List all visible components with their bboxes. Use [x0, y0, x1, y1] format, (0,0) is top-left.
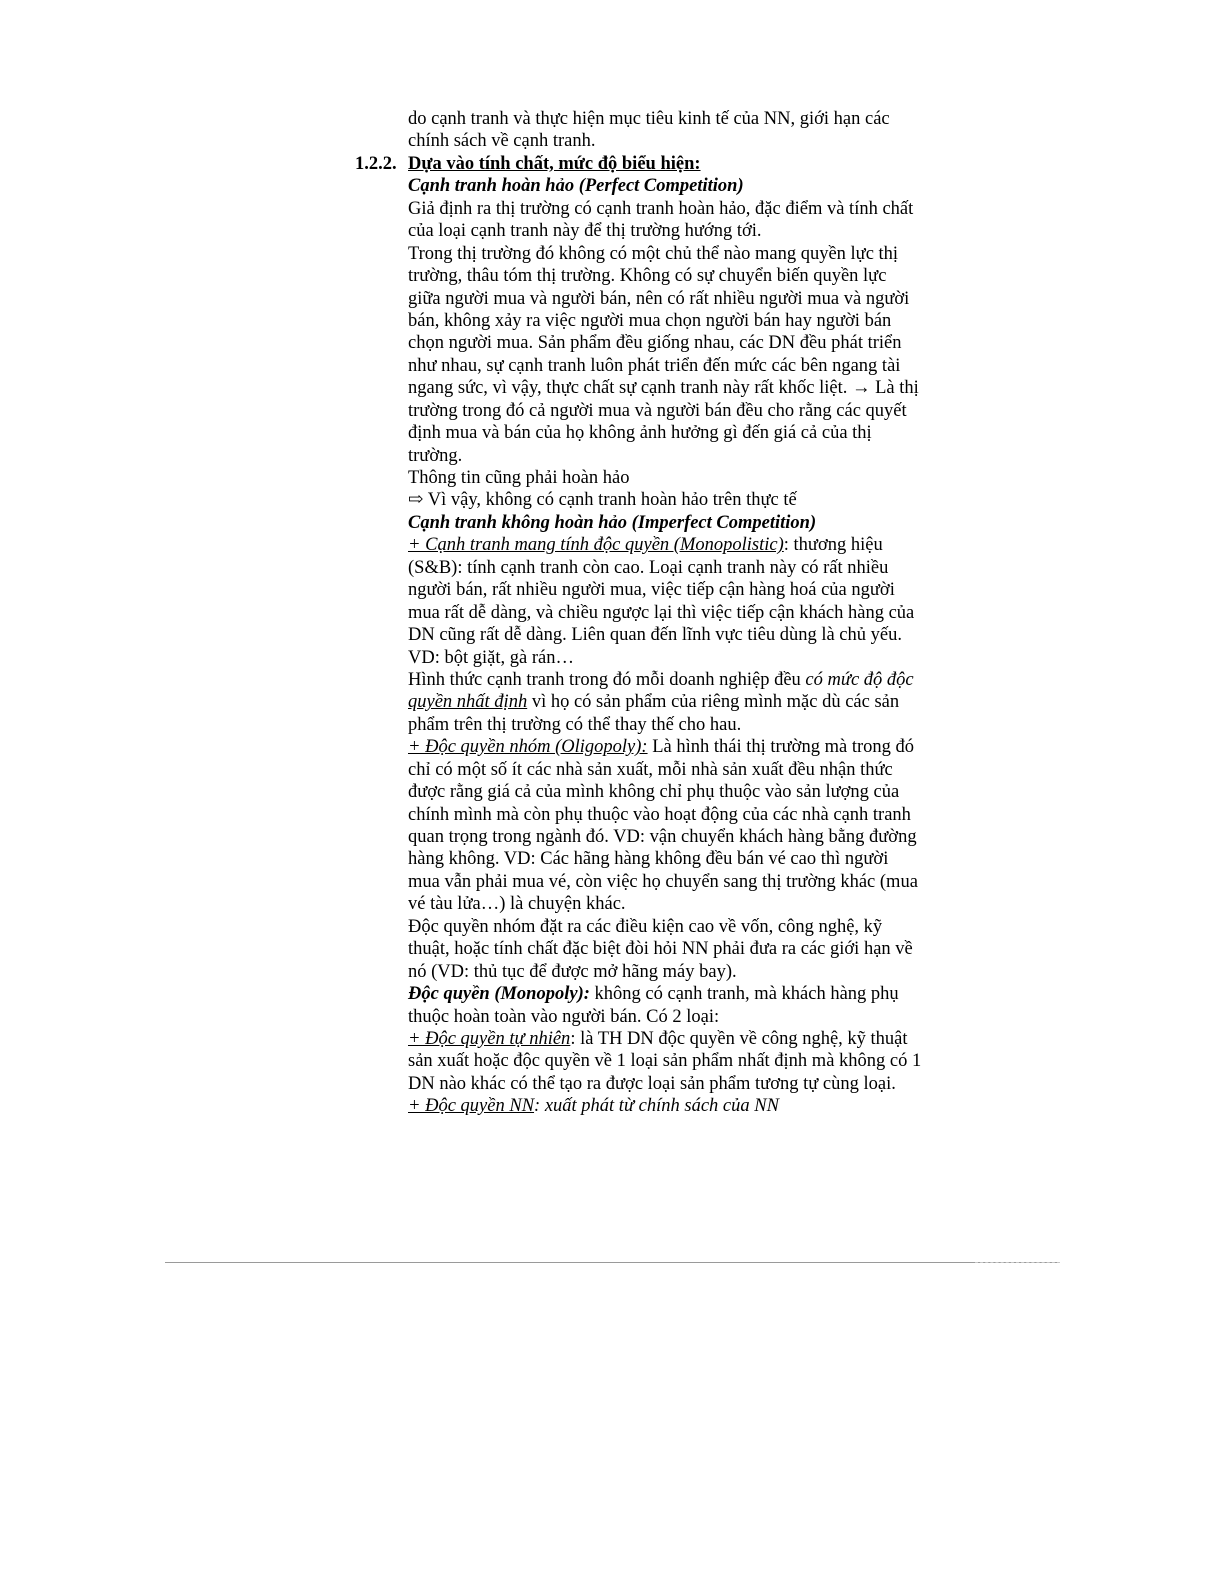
text-run: : là TH DN độc quyền về công nghệ, kỹ thuật: [570, 1028, 908, 1049]
term-monopoly: Độc quyền (Monopoly):: [408, 984, 590, 1005]
text-line: Thông tin cũng phải hoàn hảo: [408, 468, 630, 488]
text-line: ngang sức, vì vậy, thực chất sự cạnh tranh này rất khốc liệt. → Là thị: [408, 378, 919, 399]
text-line: của loại cạnh tranh này để thị trường hướng tới.: [408, 221, 762, 242]
text-run: vì họ có sản phẩm của riêng mình mặc dù các sản: [527, 692, 900, 713]
text-line: người bán, rất nhiều người mua, việc tiếp cận hàng hoá của người: [408, 580, 895, 601]
text-line: chính sách về cạnh tranh.: [408, 131, 596, 152]
subheading-imperfect-competition: Cạnh tranh không hoàn hảo (Imperfect Competition): [408, 512, 817, 533]
text-line: quan trọng trong ngành đó. VD: vận chuyển khách hàng bằng đường: [408, 827, 917, 847]
text-line: [408, 534, 968, 556]
text-line: [408, 1095, 968, 1117]
text-line: trường trong đó cả người mua và người bán đều cho rằng các quyết: [408, 400, 907, 421]
text-line: DN nào khác có thể tạo ra được loại sản phẩm tương tự cùng loại.: [408, 1073, 896, 1094]
text-line: VD: bột giặt, gà rán…: [408, 647, 574, 668]
section-heading-line: [408, 153, 968, 175]
text-line: do cạnh tranh và thực hiện mục tiêu kinh tế của NN, giới hạn các: [408, 109, 890, 129]
section-heading: Dựa vào tính chất, mức độ biểu hiện:: [408, 153, 701, 174]
term-natural-monopoly: + Độc quyền tự nhiên: [408, 1028, 571, 1049]
text-line: thuộc hoàn toàn vào người bán. Có 2 loại:: [408, 1006, 720, 1027]
text-run: : thương hiệu: [783, 535, 883, 556]
text-line: bán, không xảy ra việc người mua chọn người bán hay người bán: [408, 310, 892, 331]
text-line: mua vẫn phải mua vé, còn việc họ chuyển sang thị trường khác (mua: [408, 871, 918, 892]
text-line: thuật, hoặc tính chất đặc biệt đòi hỏi NN phải đưa ra các giới hạn về: [408, 939, 913, 960]
text-run: Hình thức cạnh tranh trong đó mỗi doanh nghiệp đều: [408, 669, 806, 690]
text-run: : xuất phát từ chính sách của NN: [534, 1096, 779, 1117]
text-run: Là hình thái thị trường mà trong đó: [647, 737, 914, 758]
text-line: chính mình mà còn phụ thuộc vào hoạt động của các nhà cạnh tranh: [408, 804, 911, 825]
text-line: được rằng giá cả của mình không chỉ phụ thuộc vào sản lượng của: [408, 782, 900, 803]
text-line: mua rất dễ dàng, và chiều ngược lại thì việc tiếp cận khách hàng của: [408, 602, 915, 623]
text-line: (S&B): tính cạnh tranh còn cao. Loại cạnh tranh này có rất nhiều: [408, 557, 889, 578]
text-line: [408, 1028, 968, 1050]
text-line: Độc quyền nhóm đặt ra các điều kiện cao về vốn, công nghệ, kỹ: [408, 916, 883, 937]
text-line: phẩm trên thị trường có thể thay thế cho hau.: [408, 714, 742, 735]
text-line: DN cũng rất dễ dàng. Liên quan đến lĩnh vực tiêu dùng là chủ yếu.: [408, 625, 902, 646]
text-line: [408, 669, 968, 691]
text-line: [408, 983, 968, 1005]
text-line: trường, thâu tóm thị trường. Không có sự chuyển biến quyền lực: [408, 266, 887, 287]
text-line: như nhau, sự cạnh tranh luôn phát triển đến mức các bên ngang tài: [408, 355, 901, 376]
term-monopolistic: + Cạnh tranh mang tính độc quyền (Monopolistic): [408, 535, 784, 556]
text-line: vé tàu lửa…) là chuyện khác.: [408, 894, 626, 915]
page-divider-fade: [975, 1262, 1060, 1263]
section-number: 1.2.2.: [355, 154, 397, 174]
text-line: định mua và bán của họ không ảnh hưởng gì đến giá cả của thị: [408, 423, 872, 444]
text-line: chỉ có một số ít các nhà sản xuất, mỗi nhà sản xuất đều nhận thức: [408, 759, 893, 780]
text-line: nó (VD: thủ tục để được mở hãng máy bay).: [408, 961, 737, 982]
page-divider: [165, 1262, 1060, 1263]
text-line: [408, 736, 968, 758]
emphasis-text: có mức độ độc: [805, 669, 914, 690]
text-line: sản xuất hoặc độc quyền về 1 loại sản phẩm nhất định mà không có 1: [408, 1051, 922, 1072]
body-text: [408, 108, 968, 1118]
text-line: trường.: [408, 445, 463, 466]
emphasis-text: quyền nhất định: [408, 692, 528, 713]
term-oligopoly: + Độc quyền nhóm (Oligopoly):: [408, 737, 648, 758]
text-run: không có cạnh tranh, mà khách hàng phụ: [589, 984, 899, 1005]
text-line: [408, 691, 968, 713]
text-line: Trong thị trường đó không có một chủ thể nào mang quyền lực thị: [408, 243, 899, 264]
text-line: ⇨ Vì vậy, không có cạnh tranh hoàn hảo trên thực tế: [408, 490, 797, 511]
subheading-perfect-competition: Cạnh tranh hoàn hảo (Perfect Competition): [408, 176, 744, 197]
text-line: hàng không. VD: Các hãng hàng không đều bán vé cao thì người: [408, 849, 889, 870]
text-line: chọn người mua. Sản phẩm đều giống nhau, các DN đều phát triển: [408, 333, 902, 354]
text-line: giữa người mua và người bán, nên có rất nhiều người mua và người: [408, 288, 910, 309]
text-line: Giả định ra thị trường có cạnh tranh hoàn hảo, đặc điểm và tính chất: [408, 198, 914, 219]
term-state-monopoly: + Độc quyền NN: [408, 1096, 535, 1117]
